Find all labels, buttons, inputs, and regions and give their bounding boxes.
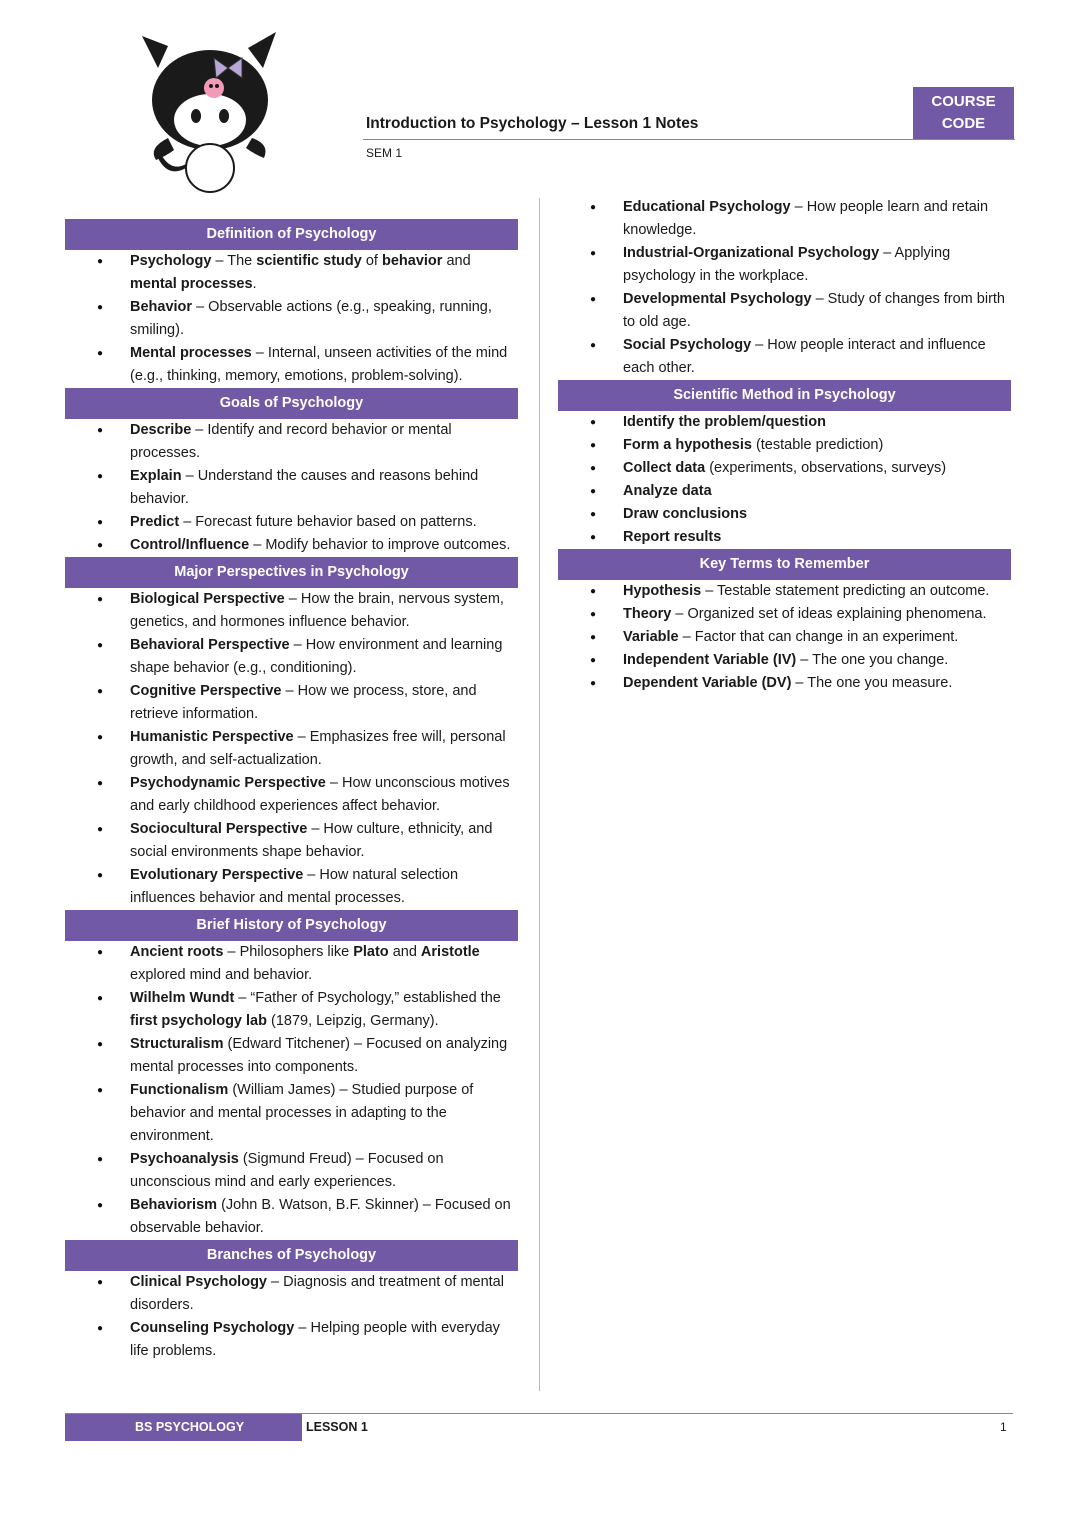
list-item	[558, 672, 1014, 695]
description-text: (testable prediction)	[751, 437, 884, 453]
list-item	[65, 1079, 521, 1148]
term-text: Psychoanalysis	[130, 1151, 239, 1167]
section-heading: Branches of Psychology	[65, 1240, 518, 1271]
list-item	[558, 457, 1014, 480]
term-text: Plato	[353, 944, 389, 960]
section-list	[558, 411, 1014, 549]
section-list	[558, 580, 1014, 695]
term-text: Humanistic Perspective	[130, 729, 294, 745]
description-text: – The one you measure.	[791, 675, 953, 691]
list-item	[558, 242, 1014, 288]
term-text: Functionalism	[130, 1082, 229, 1098]
term-text: Dependent Variable (DV)	[623, 675, 792, 691]
term-text: Clinical Psychology	[130, 1274, 267, 1290]
term-text: Ancient roots	[130, 944, 224, 960]
section-list	[65, 250, 521, 388]
mascot-illustration	[138, 28, 283, 196]
term-text: Cognitive Perspective	[130, 683, 282, 699]
list-item	[65, 1317, 521, 1363]
description-text: – Applying psychology in the workplace.	[623, 245, 951, 284]
term-text: Counseling Psychology	[130, 1320, 295, 1336]
list-item	[65, 1194, 521, 1240]
description-text: – How environment and learning shape behavior (e.g., conditioning).	[130, 637, 503, 676]
list-item	[65, 864, 521, 910]
section-list	[65, 941, 521, 1240]
description-text: – How unconscious motives and early childhood experiences affect behavior.	[130, 775, 510, 814]
section-list	[65, 588, 521, 910]
list-item	[65, 588, 521, 634]
term-text: Educational Psychology	[623, 199, 791, 215]
description-text: and	[388, 944, 421, 960]
list-item	[65, 1148, 521, 1194]
footer-program-label	[65, 1414, 302, 1441]
description-text: and	[442, 253, 471, 269]
section-heading: Key Terms to Remember	[558, 549, 1011, 580]
list-item	[558, 480, 1014, 503]
term-text: Behavioral Perspective	[130, 637, 290, 653]
description-text: (John B. Watson, B.F. Skinner) – Focused on observable behavior.	[130, 1197, 511, 1236]
description-text: – Testable statement predicting an outcome.	[701, 583, 990, 599]
list-item	[558, 526, 1014, 549]
term-text: Describe	[130, 422, 192, 438]
list-item	[65, 465, 521, 511]
term-text: first psychology lab	[130, 1013, 267, 1029]
list-item	[65, 726, 521, 772]
term-text: Collect data	[623, 460, 706, 476]
term-text: scientific study	[256, 253, 362, 269]
term-text: Form a hypothesis	[623, 437, 752, 453]
description-text: – Modify behavior to improve outcomes.	[249, 537, 511, 553]
description-text: – Philosophers like	[223, 944, 354, 960]
term-text: Industrial-Organizational Psychology	[623, 245, 880, 261]
list-item	[65, 1033, 521, 1079]
term-text: Social Psychology	[623, 337, 752, 353]
term-text: Explain	[130, 468, 182, 484]
description-text: – Understand the causes and reasons behind behavior.	[130, 468, 479, 507]
list-item	[558, 288, 1014, 334]
course-code-line2: CODE	[941, 115, 986, 132]
list-item	[558, 434, 1014, 457]
page-number: 1	[1000, 1420, 1007, 1434]
term-text: behavior	[381, 253, 443, 269]
section-heading: Major Perspectives in Psychology	[65, 557, 518, 588]
term-text: Independent Variable (IV)	[623, 652, 797, 668]
term-text: Control/Influence	[130, 537, 250, 553]
list-item	[65, 250, 521, 296]
term-text: Behavior	[130, 299, 193, 315]
term-text: Evolutionary Perspective	[130, 867, 304, 883]
description-text: of	[361, 253, 382, 269]
description-text: – Diagnosis and treatment of mental disorders.	[130, 1274, 504, 1313]
left-column	[65, 219, 521, 1363]
description-text: (experiments, observations, surveys)	[705, 460, 947, 476]
term-text: Report results	[623, 529, 722, 545]
section-heading: Brief History of Psychology	[65, 910, 518, 941]
term-text: Identify the problem/question	[623, 414, 827, 430]
description-text: – How people learn and retain knowledge.	[623, 199, 989, 238]
section-heading: Scientific Method in Psychology	[558, 380, 1011, 411]
list-item	[65, 772, 521, 818]
description-text: (1879, Leipzig, Germany).	[266, 1013, 439, 1029]
list-item	[65, 1271, 521, 1317]
list-item	[65, 419, 521, 465]
description-text: .	[252, 276, 257, 292]
footer-program-text: BS PSYCHOLOGY	[135, 1420, 245, 1434]
term-text: Biological Perspective	[130, 591, 285, 607]
term-text: Theory	[623, 606, 672, 622]
course-code-line1: COURSE	[931, 93, 996, 110]
term-text: Analyze data	[623, 483, 712, 499]
document-title: Introduction to Psychology – Lesson 1 Notes	[366, 115, 699, 132]
list-item	[558, 503, 1014, 526]
list-item	[558, 649, 1014, 672]
course-code-box	[913, 87, 1014, 139]
term-text: Aristotle	[420, 944, 480, 960]
description-text: – Helping people with everyday life problems.	[130, 1320, 500, 1359]
right-column	[558, 196, 1014, 695]
list-item	[558, 334, 1014, 380]
branches-continued-list	[558, 196, 1014, 380]
list-item	[65, 534, 521, 557]
list-item	[558, 580, 1014, 603]
title-rule	[363, 139, 1015, 140]
description-text: explored mind and behavior.	[130, 967, 313, 983]
list-item	[65, 634, 521, 680]
description-text: – How we process, store, and retrieve information.	[130, 683, 477, 722]
list-item	[65, 680, 521, 726]
list-item	[65, 342, 521, 388]
term-text: mental processes	[130, 276, 253, 292]
section-list	[65, 1271, 521, 1363]
list-item	[558, 411, 1014, 434]
description-text: – How the brain, nervous system, genetics, and hormones influence behavior.	[130, 591, 504, 630]
list-item	[65, 941, 521, 987]
description-text: – Organized set of ideas explaining phenomena.	[671, 606, 987, 622]
description-text: – Study of changes from birth to old age.	[623, 291, 1005, 330]
footer-lesson-label: LESSON 1	[306, 1420, 368, 1434]
list-item	[558, 603, 1014, 626]
term-text: Draw conclusions	[623, 506, 748, 522]
section-heading: Goals of Psychology	[65, 388, 518, 419]
term-text: Predict	[130, 514, 180, 530]
description-text: (Edward Titchener) – Focused on analyzing mental processes into components.	[130, 1036, 508, 1075]
semester-label: SEM 1	[366, 146, 403, 160]
list-item	[65, 987, 521, 1033]
term-text: Psychodynamic Perspective	[130, 775, 326, 791]
term-text: Wilhelm Wundt	[130, 990, 235, 1006]
description-text: – Forecast future behavior based on patterns.	[179, 514, 477, 530]
section-heading: Definition of Psychology	[65, 219, 518, 250]
list-item	[558, 196, 1014, 242]
description-text: – The one you change.	[796, 652, 949, 668]
term-text: Hypothesis	[623, 583, 702, 599]
description-text: – How natural selection influences behavior and mental processes.	[130, 867, 459, 906]
description-text: – “Father of Psychology,” established the	[234, 990, 501, 1006]
description-text: (William James) – Studied purpose of behavior and mental processes in adapting to the environment.	[130, 1082, 474, 1144]
term-text: Behaviorism	[130, 1197, 218, 1213]
description-text: – Observable actions (e.g., speaking, running, smiling).	[130, 299, 492, 338]
description-text: – The	[211, 253, 257, 269]
description-text: – Factor that can change in an experiment.	[678, 629, 959, 645]
term-text: Structuralism	[130, 1036, 224, 1052]
description-text: – How culture, ethnicity, and social environments shape behavior.	[130, 821, 493, 860]
description-text: – How people interact and influence each other.	[623, 337, 986, 376]
term-text: Variable	[623, 629, 679, 645]
term-text: Sociocultural Perspective	[130, 821, 308, 837]
term-text: Psychology	[130, 253, 212, 269]
term-text: Mental processes	[130, 345, 252, 361]
term-text: Developmental Psychology	[623, 291, 812, 307]
column-divider	[539, 198, 540, 1391]
list-item	[558, 626, 1014, 649]
description-text: – Identify and record behavior or mental processes.	[130, 422, 452, 461]
list-item	[65, 511, 521, 534]
description-text: – Emphasizes free will, personal growth, and self-actualization.	[130, 729, 506, 768]
list-item	[65, 818, 521, 864]
description-text: – Internal, unseen activities of the mind (e.g., thinking, memory, emotions, problem-solving).	[130, 345, 508, 384]
list-item	[65, 296, 521, 342]
section-list	[65, 419, 521, 557]
description-text: (Sigmund Freud) – Focused on unconscious mind and early experiences.	[130, 1151, 444, 1190]
